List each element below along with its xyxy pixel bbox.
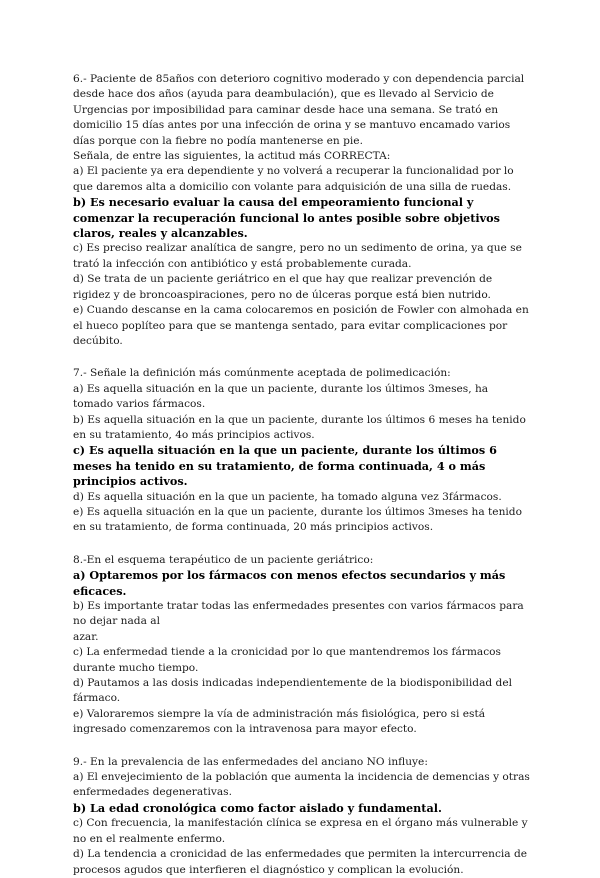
answer-option-e: e) Cuando descanse en la cama colocaremos en posición de Fowler con almohada en el hueco poplíteo para que se mantenga sentado, para evitar complicaciones por decúbito. <box>73 304 529 347</box>
answer-option-c: c) Con frecuencia, la manifestación clínica se expresa en el órgano más vulnerable y no en el realmente enfermo. <box>73 817 528 845</box>
answer-option-e: e) Valoraremos siempre la vía de administración más fisiológica, pero si está ingresado comenzaremos con la intravenosa para mayor efecto. <box>73 707 486 736</box>
answer-option-b: b) Es aquella situación en la que un paciente, durante los últimos 6 meses ha tenido en su tratamiento, 4o más principios activos. <box>73 413 526 441</box>
answer-option-d: d) Se trata de un paciente geriátrico en el que hay que realizar prevención de rigidez y de broncoaspiraciones, pero no de úlceras porque está bien nutrido. <box>73 273 493 301</box>
answer-option-a: a) El paciente ya era dependiente y no volverá a recuperar la funcionalidad por lo que daremos alta a domicilio con volante para adquisición de una silla de ruedas. <box>73 165 514 193</box>
answer-option-a: a) El envejecimiento de la población que aumenta la incidencia de demencias y otras enfermedades degenerativas. <box>73 771 530 799</box>
answer-option-d: d) Pautamos a las dosis indicadas independientemente de la biodisponibilidad del fármaco. <box>73 677 512 705</box>
answer-option-e: e) Es aquella situación en la que un paciente, durante los últimos 3meses ha tenido en su tratamiento, de forma continuada, 20 más principios activos. <box>73 505 522 534</box>
answer-option-a-correct: a) Optaremos por los fármacos con menos efectos secundarios y más eficaces. <box>73 568 506 598</box>
answer-option-b-correct: b) Es necesario evaluar la causa del empeoramiento funcional y comenzar la recuperación funcional lo antes posible sobre objetivos claros, reales y alcanzables. <box>73 195 500 241</box>
question-stem: 7.- Señale la definición más comúnmente aceptada de polimedicación: <box>73 367 451 380</box>
document-page <box>73 72 531 878</box>
answer-option-c: c) Es preciso realizar analítica de sangre, pero no un sedimento de orina, ya que se trató la infección con antibiótico y está probablemente curada. <box>73 242 522 270</box>
answer-option-c: c) La enfermedad tiende a la cronicidad por lo que mantendremos los fármacos durante mucho tiempo. <box>73 646 501 674</box>
question-stem: 9.- En la prevalencia de las enfermedades del anciano NO influye: <box>73 755 428 768</box>
answer-option-b-correct: b) La edad cronológica como factor aislado y fundamental. <box>73 800 442 815</box>
question-7 <box>73 366 531 535</box>
question-prompt: Señala, de entre las siguientes, la actitud más CORRECTA: <box>73 150 391 163</box>
answer-option-d: d) Es aquella situación en la que un paciente, ha tomado alguna vez 3fármacos. <box>73 490 502 503</box>
question-stem: 8.-En el esquema terapéutico de un paciente geriátrico: <box>73 553 374 566</box>
question-9 <box>73 755 531 878</box>
answer-option-c-correct: c) Es aquella situación en la que un paciente, durante los últimos 6 meses ha tenido en su tratamiento, de forma continuada, 4 o más principios activos. <box>73 443 497 489</box>
answer-option-b: b) Es importante tratar todas las enfermedades presentes con varios fármacos para no dejar nada al azar. <box>73 600 524 643</box>
answer-option-d: d) La tendencia a cronicidad de las enfermedades que permiten la intercurrencia de procesos agudos que interfieren el diagnóstico y complican la evolución. <box>73 848 528 876</box>
question-8 <box>73 553 531 738</box>
answer-option-a: a) Es aquella situación en la que un paciente, durante los últimos 3meses, ha tomado varios fármacos. <box>73 382 489 411</box>
question-6 <box>73 72 531 349</box>
question-stem: 6.- Paciente de 85años con deterioro cognitivo moderado y con dependencia parcial desde hace dos años (ayuda para deambulación), que es llevado al Servicio de Urgencias por imposibilidad para caminar desde hace una semana. Se trató en domicilio 15 días antes por una infección de orina y se mantuvo encamado varios días porque con la fiebre no podía mantenerse en pie. <box>73 73 525 147</box>
